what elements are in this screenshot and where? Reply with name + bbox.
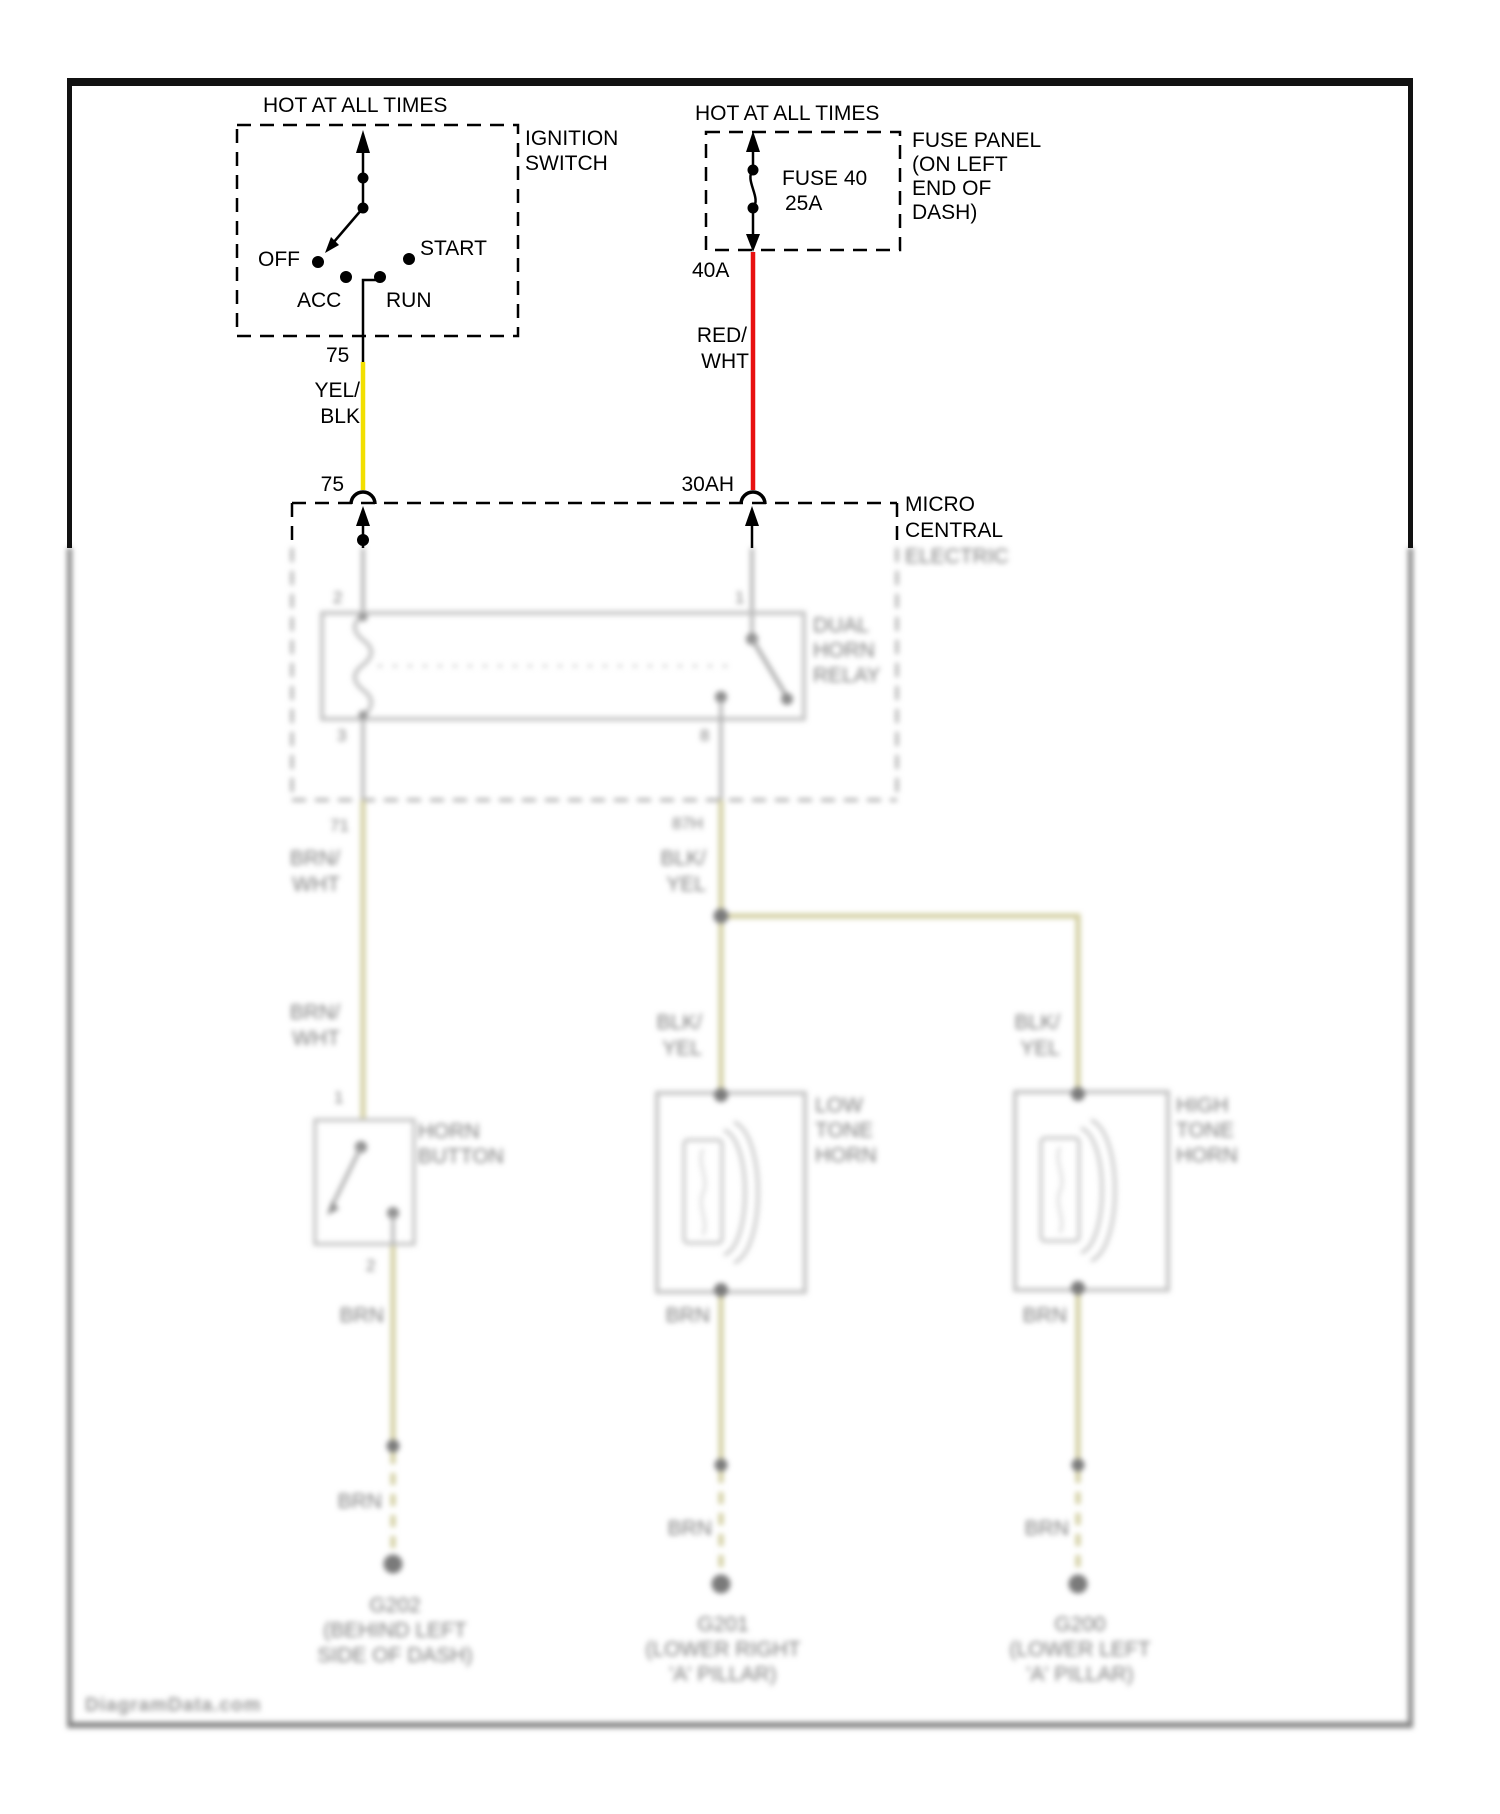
ignition-pin-75-label: 75 <box>326 344 350 367</box>
wire-brn-6: BRN <box>1024 1517 1069 1540</box>
ignition-start-label: START <box>420 237 487 260</box>
wire-blk-yel-1a: BLK/ <box>660 847 706 870</box>
low-horn-label-1: LOW <box>815 1094 863 1117</box>
relay-pin-bl: 3 <box>337 726 347 745</box>
ground-g200-loc-1: (LOWER LEFT <box>1009 1638 1151 1661</box>
wire-brn-wht-2a: BRN/ <box>289 1001 340 1024</box>
wire-brn-5: BRN <box>667 1517 712 1540</box>
high-tone-horn-symbol <box>1015 1087 1168 1295</box>
ground-g200-loc-2: 'A' PILLAR) <box>1026 1663 1134 1686</box>
horn-button-symbol <box>315 1120 414 1244</box>
low-tone-horn-symbol <box>657 1088 805 1297</box>
wire-blk-yel-2a: BLK/ <box>656 1011 702 1034</box>
relay-pin-tl: 2 <box>333 588 343 607</box>
wire-color-yel-label: YEL/ <box>314 379 360 402</box>
fuse-panel-label-1: FUSE PANEL <box>912 129 1042 152</box>
ground-g201-id: G201 <box>697 1613 749 1636</box>
wire-brn-4: BRN <box>337 1490 382 1513</box>
connector-75-label: 75 <box>320 473 344 496</box>
ground-g202-id: G202 <box>369 1594 421 1617</box>
horn-button-pin-1: 1 <box>334 1088 344 1107</box>
mce-label-2: CENTRAL <box>905 519 1004 542</box>
mce-out-pin-right: 87H <box>672 814 704 833</box>
wire-blk-yel-3a: BLK/ <box>1014 1011 1060 1034</box>
fuse-panel-label-4: DASH) <box>912 201 978 224</box>
hot-at-all-times-label-right: HOT AT ALL TIMES <box>695 102 880 125</box>
relay-label-2: HORN <box>813 639 875 662</box>
fuse-panel-label-2: (ON LEFT <box>912 153 1008 176</box>
wire-color-wht-label: WHT <box>701 350 749 373</box>
fuse-25a-label: 25A <box>785 192 823 215</box>
wire-color-blk-label: BLK <box>320 405 360 428</box>
relay-pin-tr: 1 <box>735 588 745 607</box>
wire-brn-wht-1a: BRN/ <box>289 847 340 870</box>
wire-blk-yel-2b: YEL <box>662 1037 702 1060</box>
wire-color-red-label: RED/ <box>696 324 747 347</box>
ignition-off-label: OFF <box>258 248 300 271</box>
ignition-switch-label-2: SWITCH <box>525 152 608 175</box>
watermark: DiagramData.com <box>85 1695 262 1716</box>
wire-brn-wht-1b: WHT <box>292 873 340 896</box>
ignition-switch-label-1: IGNITION <box>525 127 619 150</box>
horn-button-pin-2: 2 <box>366 1256 376 1275</box>
horn-button-label-2: BUTTON <box>418 1145 504 1168</box>
ignition-acc-label: ACC <box>297 289 342 312</box>
ground-g201-loc-1: (LOWER RIGHT <box>645 1638 801 1661</box>
wire-junction-dot <box>714 909 729 924</box>
fuse-panel-label-3: END OF <box>912 177 992 200</box>
ignition-run-label: RUN <box>386 289 432 312</box>
wire-blk-yel-1b: YEL <box>666 873 706 896</box>
relay-label-1: DUAL <box>813 614 870 637</box>
mce-label-1: MICRO <box>905 493 975 516</box>
relay-pin-br: 8 <box>700 726 710 745</box>
high-horn-label-2: TONE <box>1176 1119 1234 1142</box>
ground-g201-loc-2: 'A' PILLAR) <box>669 1663 777 1686</box>
ground-connections <box>384 1440 1088 1594</box>
horn-button-label-1: HORN <box>418 1120 480 1143</box>
ground-g202-loc-2: SIDE OF DASH) <box>317 1644 473 1667</box>
wire-blk-yel-3b: YEL <box>1020 1037 1060 1060</box>
wire-brn-wht-2b: WHT <box>292 1027 340 1050</box>
relay-label-3: RELAY <box>813 664 881 687</box>
mce-label-3: ELECTRIC <box>905 545 1009 568</box>
high-horn-label-3: HORN <box>1176 1144 1238 1167</box>
wire-brn-3: BRN <box>1022 1304 1067 1327</box>
mce-out-pin-left: 71 <box>330 816 349 835</box>
mce-box-lower <box>292 548 897 800</box>
fuse-40-label: FUSE 40 <box>782 167 868 190</box>
ground-g202-loc-1: (BEHIND LEFT <box>323 1619 467 1642</box>
hot-at-all-times-label-left: HOT AT ALL TIMES <box>263 94 448 117</box>
fuse-40a-label: 40A <box>692 259 730 282</box>
low-horn-label-2: TONE <box>815 1119 873 1142</box>
connector-30ah-label: 30AH <box>681 473 734 496</box>
wire-brn-1: BRN <box>339 1304 384 1327</box>
wire-brn-2: BRN <box>665 1304 710 1327</box>
dual-horn-relay-symbol <box>322 613 804 801</box>
low-horn-label-3: HORN <box>815 1144 877 1167</box>
ground-g200-id: G200 <box>1054 1613 1106 1636</box>
high-horn-label-1: HIGH <box>1176 1094 1229 1117</box>
